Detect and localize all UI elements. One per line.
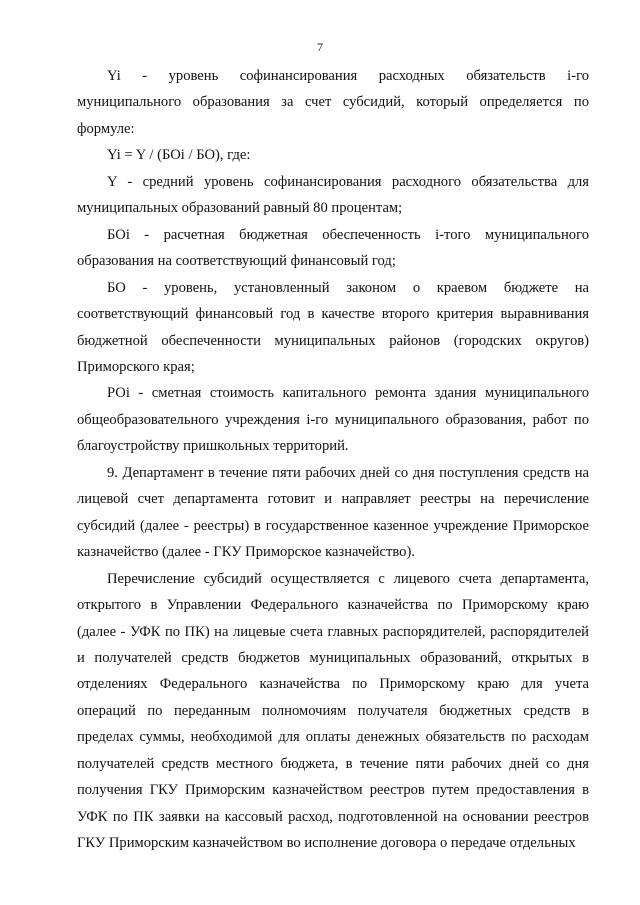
paragraph-boi-definition: БОi - расчетная бюджетная обеспеченность i-того муниципального образования на соответствующий финансовый год;: [77, 226, 589, 270]
paragraph-formula: Yi = Y / (БОi / БО), где:: [107, 147, 251, 164]
paragraph-bo-definition: БО - уровень, установленный законом о краевом бюджете на соответствующий финансовый год в качестве второго критерия выравнивания бюджетной обеспеченности муниципальных районов (городских округов) Приморского края;: [77, 279, 589, 375]
paragraph-item-9: 9. Департамент в течение пяти рабочих дней со дня поступления средств на лицевой счет департамента готовит и направляет реестры на перечисление субсидий (далее - реестры) в государственное казенное учреждение Приморское казначейство (далее - ГКУ Приморское казначейство).: [77, 464, 589, 561]
paragraph-roi-definition: РОi - сметная стоимость капитального ремонта здания муниципального общеобразовательного учреждения i-го муниципального образования, работ по благоустройству пришкольных территорий.: [77, 385, 589, 455]
paragraph-subsidy-transfer: Перечисление субсидий осуществляется с лицевого счета департамента, открытого в Управлении Федерального казначейства по Приморскому краю (далее - УФК по ПК) на лицевые счета главных распорядителей, распорядителей и получателей средств бюджетов муниципальных образований, открытых в отделениях Федерального казначейства по Приморскому краю для учета операций по переданным полномочиям получателя бюджетных средств в пределах суммы, необходимой для оплаты денежных обязательств по расходам получателей средств местного бюджета, в течение пяти рабочих дней со дня получения ГКУ Приморским казначейством реестров путем предоставления в УФК по ПК заявки на кассовый расход, подготовленной на основании реестров ГКУ Приморским казначейством во исполнение договора о передаче отдельных: [77, 570, 589, 852]
document-body: [77, 63, 589, 857]
page-number: 7: [317, 40, 323, 54]
paragraph-yi-definition: Yi - уровень софинансирования расходных обязательств i-го муниципального образования за счет субсидий, который определяется по формуле:: [77, 68, 589, 137]
paragraph-y-definition: Y - средний уровень софинансирования расходного обязательства для муниципальных образований равный 80 процентам;: [77, 173, 589, 217]
